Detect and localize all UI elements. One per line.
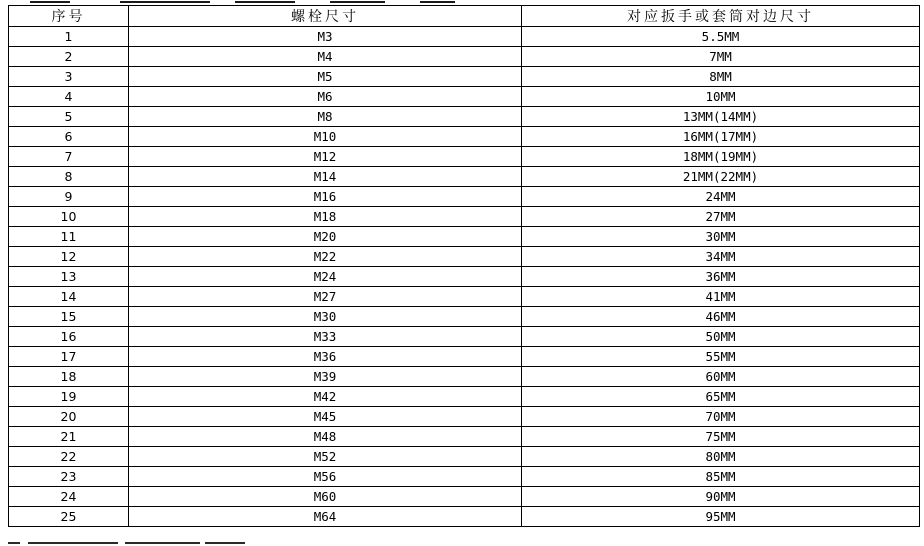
cell-serial-number: 25 (9, 507, 129, 527)
cell-bolt-size: M42 (129, 387, 522, 407)
cell-wrench-size: 30MM (522, 227, 920, 247)
cell-wrench-size: 24MM (522, 187, 920, 207)
cell-wrench-size: 55MM (522, 347, 920, 367)
cell-serial-number: 1 (9, 27, 129, 47)
cell-serial-number: 16 (9, 327, 129, 347)
table-row (9, 447, 920, 467)
table-row (9, 307, 920, 327)
cell-serial-number: 11 (9, 227, 129, 247)
cell-bolt-size: M12 (129, 147, 522, 167)
cell-serial-number: 15 (9, 307, 129, 327)
cell-bolt-size: M39 (129, 367, 522, 387)
cell-bolt-size: M64 (129, 507, 522, 527)
cell-wrench-size: 75MM (522, 427, 920, 447)
cropped-text-above-table (0, 0, 924, 4)
cell-bolt-size: M5 (129, 67, 522, 87)
cell-serial-number: 13 (9, 267, 129, 287)
cell-serial-number: 21 (9, 427, 129, 447)
cell-bolt-size: M48 (129, 427, 522, 447)
table-row (9, 347, 920, 367)
table-row (9, 367, 920, 387)
cell-wrench-size: 8MM (522, 67, 920, 87)
table-row (9, 67, 920, 87)
cell-bolt-size: M4 (129, 47, 522, 67)
cell-bolt-size: M24 (129, 267, 522, 287)
cell-bolt-size: M6 (129, 87, 522, 107)
table-row (9, 327, 920, 347)
table-row (9, 407, 920, 427)
header-wrench-socket-size: 对应扳手或套筒对边尺寸 (522, 6, 920, 27)
cell-wrench-size: 5.5MM (522, 27, 920, 47)
cell-serial-number: 3 (9, 67, 129, 87)
table-row (9, 47, 920, 67)
cell-wrench-size: 13MM(14MM) (522, 107, 920, 127)
cell-wrench-size: 41MM (522, 287, 920, 307)
cell-wrench-size: 21MM(22MM) (522, 167, 920, 187)
cell-wrench-size: 90MM (522, 487, 920, 507)
cell-serial-number: 9 (9, 187, 129, 207)
bolt-wrench-size-table-container (8, 5, 919, 527)
cell-serial-number: 19 (9, 387, 129, 407)
cell-bolt-size: M60 (129, 487, 522, 507)
cell-bolt-size: M14 (129, 167, 522, 187)
cell-serial-number: 23 (9, 467, 129, 487)
cell-bolt-size: M18 (129, 207, 522, 227)
table-row (9, 487, 920, 507)
table-row (9, 247, 920, 267)
cell-wrench-size: 95MM (522, 507, 920, 527)
cell-bolt-size: M52 (129, 447, 522, 467)
table-row (9, 167, 920, 187)
table-body (9, 27, 920, 527)
cell-wrench-size: 16MM(17MM) (522, 127, 920, 147)
cell-bolt-size: M10 (129, 127, 522, 147)
cell-bolt-size: M36 (129, 347, 522, 367)
cell-wrench-size: 36MM (522, 267, 920, 287)
cell-wrench-size: 85MM (522, 467, 920, 487)
cell-wrench-size: 65MM (522, 387, 920, 407)
cell-serial-number: 14 (9, 287, 129, 307)
table-row (9, 427, 920, 447)
header-bolt-size: 螺栓尺寸 (129, 6, 522, 27)
cell-wrench-size: 7MM (522, 47, 920, 67)
cell-bolt-size: M30 (129, 307, 522, 327)
table-row (9, 207, 920, 227)
bolt-wrench-size-table (8, 5, 920, 527)
header-serial-number: 序号 (9, 6, 129, 27)
cell-serial-number: 5 (9, 107, 129, 127)
cell-serial-number: 20 (9, 407, 129, 427)
cell-serial-number: 7 (9, 147, 129, 167)
table-row (9, 187, 920, 207)
cell-serial-number: 4 (9, 87, 129, 107)
cell-serial-number: 6 (9, 127, 129, 147)
table-row (9, 27, 920, 47)
cell-wrench-size: 10MM (522, 87, 920, 107)
table-row (9, 267, 920, 287)
table-row (9, 507, 920, 527)
table-header-row (9, 6, 920, 27)
cell-serial-number: 10 (9, 207, 129, 227)
cell-bolt-size: M27 (129, 287, 522, 307)
cell-wrench-size: 34MM (522, 247, 920, 267)
table-row (9, 227, 920, 247)
cell-bolt-size: M45 (129, 407, 522, 427)
table-row (9, 387, 920, 407)
cell-wrench-size: 27MM (522, 207, 920, 227)
cell-serial-number: 22 (9, 447, 129, 467)
cropped-text-below-table (0, 541, 924, 546)
cell-wrench-size: 70MM (522, 407, 920, 427)
cell-serial-number: 8 (9, 167, 129, 187)
cell-bolt-size: M20 (129, 227, 522, 247)
cell-serial-number: 18 (9, 367, 129, 387)
cell-wrench-size: 46MM (522, 307, 920, 327)
cell-wrench-size: 60MM (522, 367, 920, 387)
cell-bolt-size: M3 (129, 27, 522, 47)
cell-serial-number: 2 (9, 47, 129, 67)
table-row (9, 287, 920, 307)
table-row (9, 467, 920, 487)
cell-wrench-size: 80MM (522, 447, 920, 467)
table-row (9, 147, 920, 167)
cell-bolt-size: M56 (129, 467, 522, 487)
cell-bolt-size: M22 (129, 247, 522, 267)
table-row (9, 107, 920, 127)
cell-serial-number: 12 (9, 247, 129, 267)
cell-wrench-size: 18MM(19MM) (522, 147, 920, 167)
cell-serial-number: 24 (9, 487, 129, 507)
cell-bolt-size: M16 (129, 187, 522, 207)
cell-bolt-size: M8 (129, 107, 522, 127)
table-row (9, 87, 920, 107)
cell-wrench-size: 50MM (522, 327, 920, 347)
table-row (9, 127, 920, 147)
cell-serial-number: 17 (9, 347, 129, 367)
cell-bolt-size: M33 (129, 327, 522, 347)
